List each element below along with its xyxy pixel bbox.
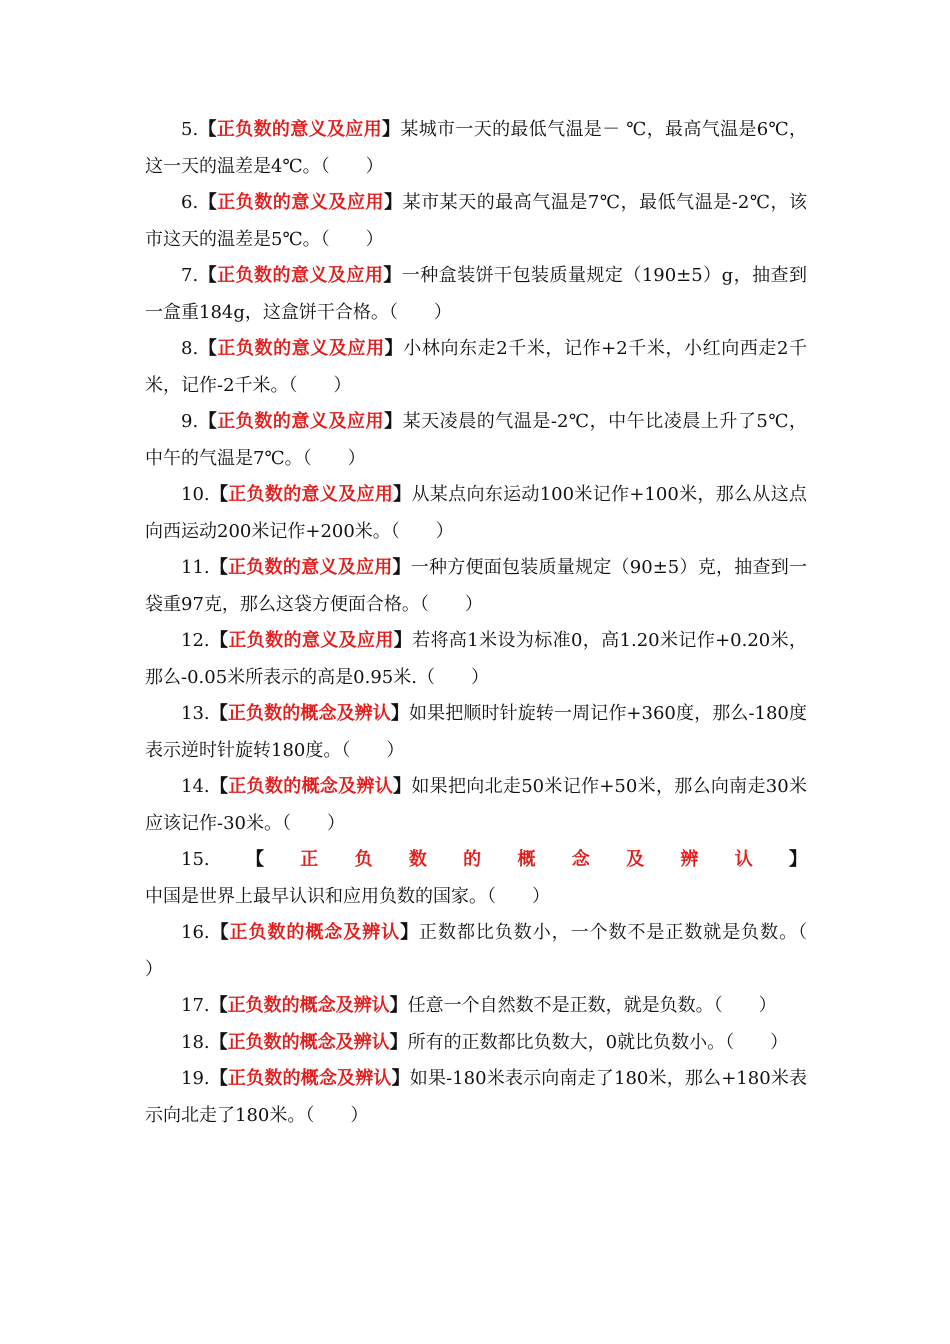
- worksheet-page: [145, 112, 844, 1134]
- topic-tag: 正负数的概念及辨认: [300, 849, 790, 870]
- question-10: 10.【正负数的意义及应用】从某点向东运动100米记作+100米，那么从这点向西运动200米记作+200米。（ ）: [145, 484, 808, 542]
- question-text: 从某点向东运动100米记作+100米，那么从这点向西运动200米记作+200米。（ ）: [145, 484, 808, 542]
- topic-tag: 正负数的意义及应用: [217, 338, 385, 359]
- question-18: 18.【正负数的概念及辨认】所有的正数都比负数大，0就比负数小。（ ）: [181, 1031, 789, 1053]
- question-number: 11.: [181, 557, 210, 578]
- question-14: 14.【正负数的概念及辨认】如果把向北走50米记作+50米，那么向南走30米应该记作-30米。（ ）: [145, 776, 808, 834]
- question-text: 某市某天的最高气温是7℃，最低气温是-2℃，该市这天的温差是5℃。（ ）: [145, 192, 808, 250]
- question-text: 中国是世界上最早认识和应用负数的国家。（ ）: [145, 885, 550, 907]
- question-number: 10.: [181, 484, 210, 505]
- question-text: 如果-180米表示向南走了180米，那么+180米表示向北走了180米。（ ）: [145, 1068, 808, 1126]
- topic-tag: 正负数的意义及应用: [228, 484, 394, 505]
- question-number: 14.: [181, 776, 210, 797]
- topic-tag: 正负数的概念及辨认: [227, 703, 391, 724]
- question-8: 8.【正负数的意义及应用】小林向东走2千米，记作+2千米，小红向西走2千米，记作-2千米。（ ）: [145, 338, 808, 396]
- topic-tag: 正负数的概念及辨认: [229, 922, 401, 943]
- question-13: 13.【正负数的概念及辨认】如果把顺时针旋转一周记作+360度，那么-180度表示逆时针旋转180度。（ ）: [145, 703, 808, 761]
- question-7: 7.【正负数的意义及应用】一种盒装饼干包装质量规定（190±5）g，抽查到一盒重184g，这盒饼干合格。（ ）: [145, 265, 808, 323]
- question-number: 5.: [181, 119, 199, 140]
- question-number: 7.: [181, 265, 199, 286]
- question-text: 若将高1米设为标准0，高1.20米记作+0.20米，那么-0.05米所表示的高是0.95米.（ ）: [145, 630, 808, 688]
- question-text: 一种盒装饼干包装质量规定（190±5）g，抽查到一盒重184g，这盒饼干合格。（ ）: [145, 265, 808, 323]
- topic-tag: 正负数的概念及辨认: [228, 776, 394, 797]
- question-number: 17.: [181, 995, 210, 1016]
- question-text: 小林向东走2千米，记作+2千米，小红向西走2千米，记作-2千米。（ ）: [145, 338, 808, 396]
- question-text: 如果把顺时针旋转一周记作+360度，那么-180度表示逆时针旋转180度。（ ）: [145, 703, 808, 761]
- question-text: 某城市一天的最低气温是－ ℃，最高气温是6℃，这一天的温差是4℃。（ ）: [145, 119, 808, 177]
- question-6: 6.【正负数的意义及应用】某市某天的最高气温是7℃，最低气温是-2℃，该市这天的温差是5℃。（ ）: [145, 192, 808, 250]
- topic-tag: 正负数的意义及应用: [228, 630, 394, 651]
- question-11: 11.【正负数的意义及应用】一种方便面包装质量规定（90±5）克，抽查到一袋重97克，那么这袋方便面合格。（ ）: [145, 557, 808, 615]
- question-number: 6.: [181, 192, 199, 213]
- question-number: 15.: [181, 849, 210, 870]
- question-19: 19.【正负数的概念及辨认】如果-180米表示向南走了180米，那么+180米表示向北走了180米。（ ）: [145, 1068, 808, 1126]
- question-number: 8.: [181, 338, 199, 359]
- question-5: 5.【正负数的意义及应用】某城市一天的最低气温是－ ℃，最高气温是6℃，这一天的温差是4℃。（ ）: [145, 119, 808, 177]
- question-text: 任意一个自然数不是正数，就是负数。（ ）: [407, 995, 777, 1016]
- topic-tag: 正负数的意义及应用: [217, 192, 385, 213]
- question-text: 正数都比负数小，一个数不是正数就是负数。（ ）: [145, 922, 844, 980]
- topic-tag: 正负数的概念及辨认: [227, 995, 390, 1016]
- question-15: 15.【正负数的概念及辨认】中国是世界上最早认识和应用负数的国家。（ ）: [145, 849, 808, 907]
- topic-tag: 正负数的意义及应用: [217, 411, 385, 432]
- question-number: 16.: [181, 922, 210, 943]
- question-17: 17.【正负数的概念及辨认】任意一个自然数不是正数，就是负数。（ ）: [181, 995, 777, 1016]
- question-9: 9.【正负数的意义及应用】某天凌晨的气温是-2℃，中午比凌晨上升了5℃，中午的气温是7℃。（ ）: [145, 411, 808, 469]
- topic-tag: 正负数的意义及应用: [217, 265, 384, 286]
- question-number: 13.: [181, 703, 210, 724]
- question-text: 如果把向北走50米记作+50米，那么向南走30米应该记作-30米。（ ）: [145, 776, 808, 834]
- question-12: 12.【正负数的意义及应用】若将高1米设为标准0，高1.20米记作+0.20米，那么-0.05米所表示的高是0.95米.（ ）: [145, 630, 808, 688]
- topic-tag: 正负数的概念及辨认: [227, 1031, 390, 1053]
- topic-tag: 正负数的意义及应用: [228, 557, 393, 578]
- question-16: 16.【正负数的概念及辨认】正数都比负数小，一个数不是正数就是负数。（ ）: [145, 922, 844, 980]
- question-number: 9.: [181, 411, 199, 432]
- question-text: 某天凌晨的气温是-2℃，中午比凌晨上升了5℃，中午的气温是7℃。（ ）: [145, 411, 808, 469]
- topic-tag: 正负数的概念及辨认: [228, 1068, 392, 1089]
- question-number: 19.: [181, 1068, 210, 1089]
- topic-tag: 正负数的意义及应用: [216, 119, 382, 140]
- question-text: 一种方便面包装质量规定（90±5）克，抽查到一袋重97克，那么这袋方便面合格。（ ）: [145, 557, 808, 615]
- question-number: 18.: [181, 1031, 210, 1053]
- question-text: 所有的正数都比负数大，0就比负数小。（ ）: [407, 1031, 789, 1053]
- question-number: 12.: [181, 630, 210, 651]
